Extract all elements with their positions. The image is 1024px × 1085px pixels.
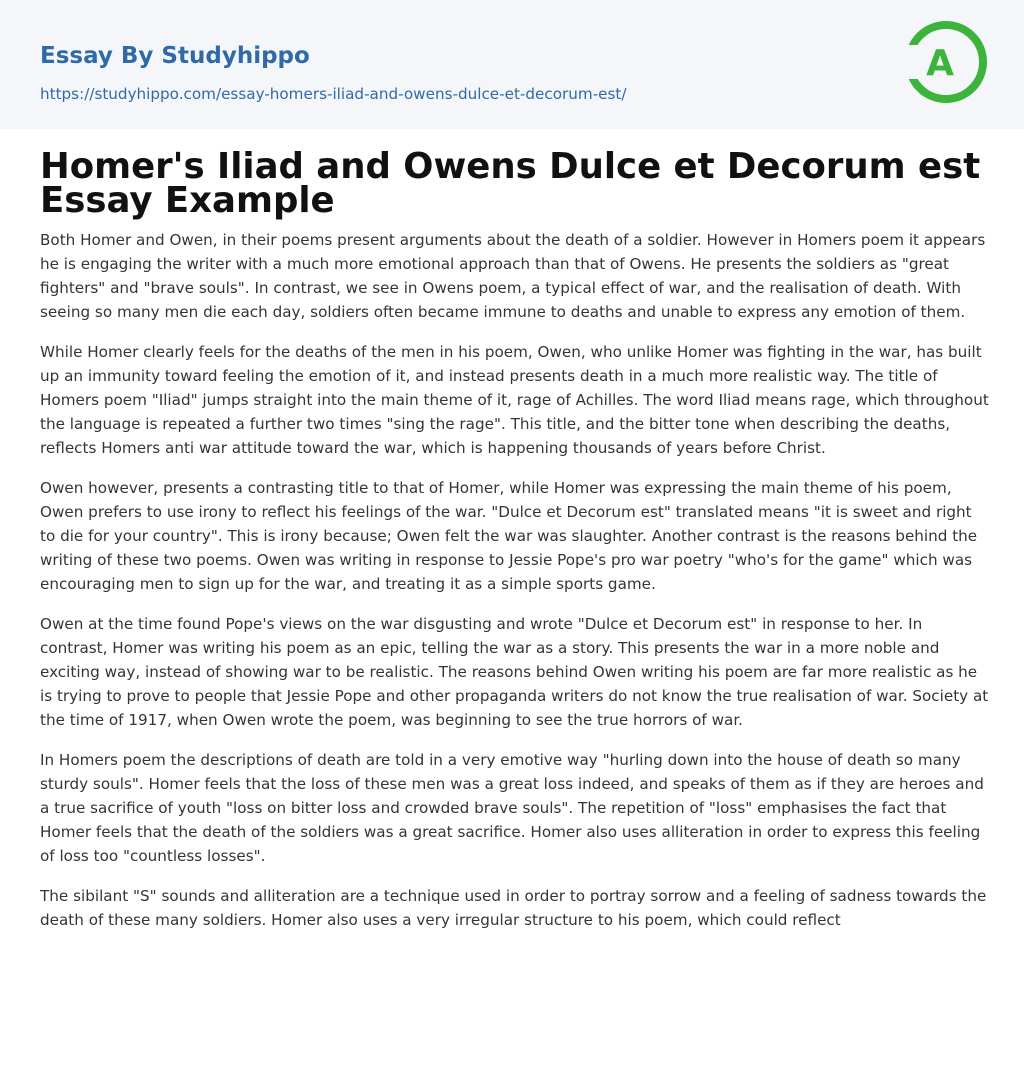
essay-paragraph: In Homers poem the descriptions of death are told in a very emotive way "hurling down into the house of death so many sturdy souls". Homer feels that the loss of these men was a great loss indeed, and speaks of them as if they are heroes and a true sacrifice of youth "loss on bitter loss and crowded brave souls". The repetition of "loss" emphasises the fact that Homer feels that the death of the soldiers was a great sacrifice. Homer also uses alliteration in order to express this feeling of loss too "countless losses". bbox=[40, 751, 984, 865]
essay-paragraph: Owen at the time found Pope's views on the war disgusting and wrote "Dulce et Decorum est" in response to her. In contrast, Homer was writing his poem as an epic, telling the war as a story. This presents the war in a more noble and exciting way, instead of showing war to be realistic. The reasons behind Owen writing his poem are far more realistic as he is trying to prove to people that Jessie Pope and other propaganda writers do not know the true realisation of war. Society at the time of 1917, when Owen wrote the poem, was beginning to see the true horrors of war. bbox=[40, 615, 989, 729]
essay-body bbox=[40, 228, 990, 948]
essay-paragraph: While Homer clearly feels for the deaths of the men in his poem, Owen, who unlike Homer was fighting in the war, has built up an immunity toward feeling the emotion of it, and instead presents death in a much more realistic way. The title of Homers poem "Iliad" jumps straight into the main theme of it, rage of Achilles. The word Iliad means rage, which throughout the language is repeated a further two times "sing the rage". This title, and the bitter tone when describing the deaths, reflects Homers anti war attitude toward the war, which is happening thousands of years before Christ. bbox=[40, 343, 989, 457]
page-title: Homer's Iliad and Owens Dulce et Decorum est Essay Example bbox=[40, 146, 981, 221]
site-header bbox=[0, 0, 1024, 129]
essay-url-link[interactable]: https://studyhippo.com/essay-homers-iliad-and-owens-dulce-et-decorum-est/ bbox=[40, 85, 627, 103]
essay-paragraph: Both Homer and Owen, in their poems present arguments about the death of a soldier. However in Homers poem it appears he is engaging the writer with a much more emotional approach than that of Owens. He presents the soldiers as "great fighters" and "brave souls". In contrast, we see in Owens poem, a typical effect of war, and the realisation of death. With seeing so many men die each day, soldiers often became immune to deaths and unable to express any emotion of them. bbox=[40, 231, 986, 321]
essay-paragraph: Owen however, presents a contrasting title to that of Homer, while Homer was expressing the main theme of his poem, Owen prefers to use irony to reflect his feelings of the war. "Dulce et Decorum est" translated means "it is sweet and right to die for your country". This is irony because; Owen felt the war was slaughter. Another contrast is the reasons behind the writing of these two poems. Owen was writing in response to Jessie Pope's pro war poetry "who's for the game" which was encouraging men to sign up for the war, and treating it as a simple sports game. bbox=[40, 479, 978, 593]
logo-letter: A bbox=[926, 43, 954, 84]
site-brand[interactable]: Essay By Studyhippo bbox=[40, 43, 310, 69]
studyhippo-logo-icon[interactable] bbox=[905, 19, 987, 105]
essay-paragraph: The sibilant "S" sounds and alliteration are a technique used in order to portray sorrow and a feeling of sadness towards the death of these many soldiers. Homer also uses a very irregular structure to his poem, which could reflect bbox=[40, 887, 987, 929]
